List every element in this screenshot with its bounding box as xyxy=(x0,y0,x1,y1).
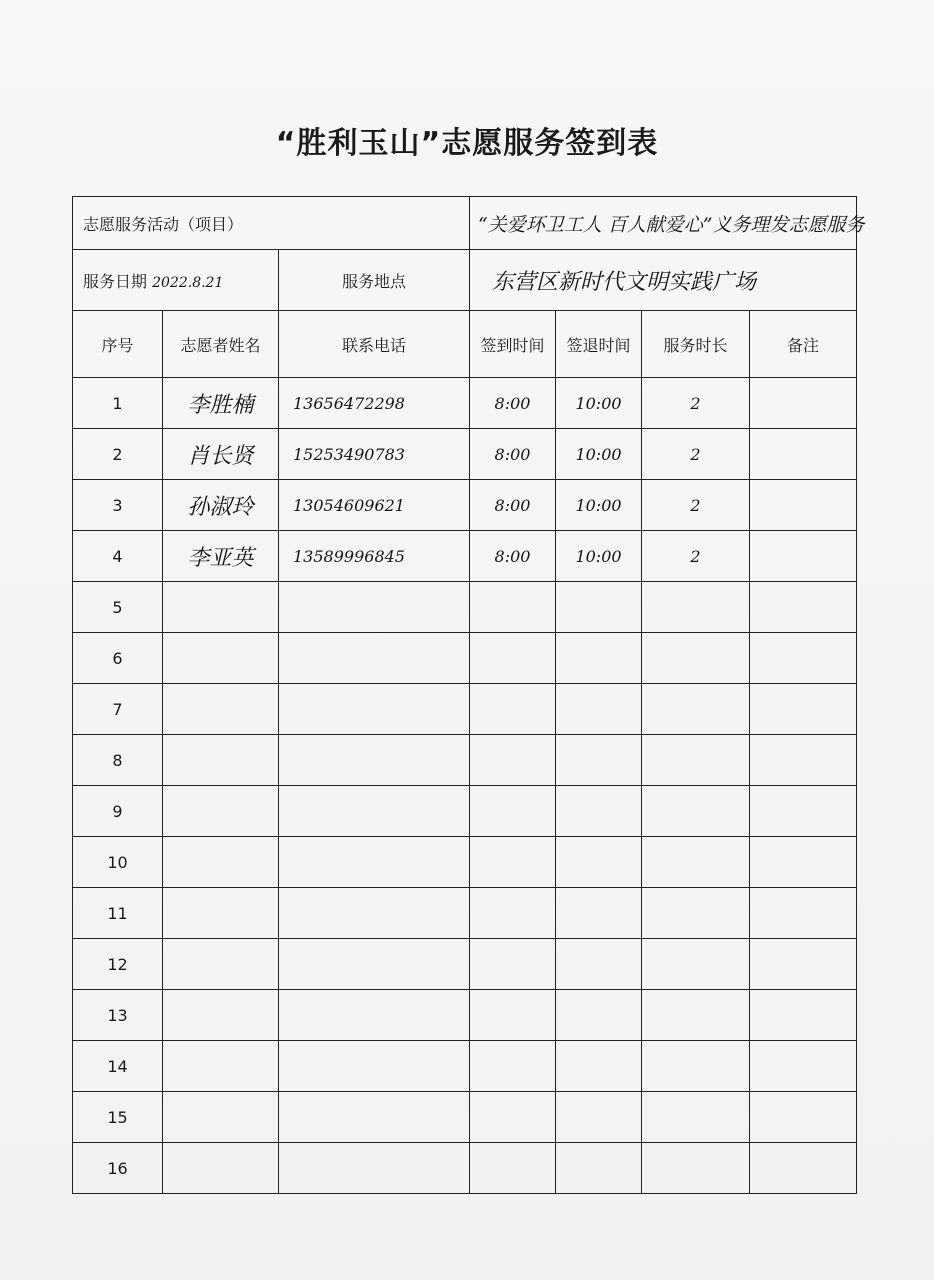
table-row xyxy=(73,633,857,684)
col-header-checkout: 签退时间 xyxy=(556,311,642,378)
col-header-seq: 序号 xyxy=(73,311,163,378)
hours-cell xyxy=(642,735,750,786)
note-cell xyxy=(750,1143,857,1194)
checkout-cell xyxy=(556,1092,642,1143)
checkout-cell xyxy=(556,735,642,786)
table-row xyxy=(73,939,857,990)
table-row xyxy=(73,1041,857,1092)
table-row xyxy=(73,684,857,735)
phone-cell xyxy=(279,786,470,837)
checkin-cell xyxy=(470,684,556,735)
activity-value: “关爱环卫工人 百人献爱心”义务理发志愿服务 xyxy=(478,213,865,236)
table-row xyxy=(73,990,857,1041)
phone-cell xyxy=(279,1143,470,1194)
checkin-cell xyxy=(470,633,556,684)
note-cell xyxy=(750,633,857,684)
note-cell xyxy=(750,582,857,633)
seq-cell: 8 xyxy=(73,735,163,786)
note-cell xyxy=(750,378,857,429)
seq-cell: 14 xyxy=(73,1041,163,1092)
hours-cell: 2 xyxy=(642,480,750,531)
seq-cell: 15 xyxy=(73,1092,163,1143)
checkout-cell xyxy=(556,684,642,735)
table-header-row xyxy=(73,311,857,378)
checkout-cell: 10:00 xyxy=(556,378,642,429)
checkin-cell: 8:00 xyxy=(470,378,556,429)
checkout-cell xyxy=(556,837,642,888)
phone-cell xyxy=(279,888,470,939)
checkin-cell xyxy=(470,786,556,837)
table-row xyxy=(73,378,857,429)
checkout-cell xyxy=(556,582,642,633)
phone-cell xyxy=(279,990,470,1041)
phone-cell xyxy=(279,582,470,633)
name-cell xyxy=(163,735,279,786)
location-value: 东营区新时代文明实践广场 xyxy=(492,269,757,295)
name-cell xyxy=(163,633,279,684)
page-title: “胜利玉山”志愿服务签到表 xyxy=(275,126,659,161)
name-cell xyxy=(163,684,279,735)
name-cell xyxy=(163,837,279,888)
checkout-cell: 10:00 xyxy=(556,429,642,480)
date-value: 2022.8.21 xyxy=(152,274,224,291)
name-cell xyxy=(163,1143,279,1194)
hours-cell: 2 xyxy=(642,378,750,429)
note-cell xyxy=(750,1041,857,1092)
checkout-cell xyxy=(556,1143,642,1194)
col-header-note: 备注 xyxy=(750,311,857,378)
seq-cell: 7 xyxy=(73,684,163,735)
table-row xyxy=(73,1143,857,1194)
hours-cell xyxy=(642,633,750,684)
note-cell xyxy=(750,429,857,480)
name-cell: 李亚英 xyxy=(163,531,279,582)
hours-cell: 2 xyxy=(642,531,750,582)
checkin-cell xyxy=(470,1143,556,1194)
checkout-cell xyxy=(556,888,642,939)
hours-cell xyxy=(642,684,750,735)
seq-cell: 10 xyxy=(73,837,163,888)
name-cell xyxy=(163,939,279,990)
phone-cell xyxy=(279,1041,470,1092)
phone-cell xyxy=(279,939,470,990)
date-label: 服务日期 xyxy=(83,271,148,291)
name-cell: 肖长贤 xyxy=(163,429,279,480)
checkin-cell: 8:00 xyxy=(470,429,556,480)
checkin-cell xyxy=(470,735,556,786)
location-label-cell xyxy=(279,250,470,311)
checkin-cell xyxy=(470,1092,556,1143)
note-cell xyxy=(750,684,857,735)
col-header-phone: 联系电话 xyxy=(279,311,470,378)
checkin-cell xyxy=(470,990,556,1041)
name-cell xyxy=(163,1041,279,1092)
note-cell xyxy=(750,480,857,531)
seq-cell: 11 xyxy=(73,888,163,939)
signin-table xyxy=(72,196,865,1194)
table-row xyxy=(73,480,857,531)
seq-cell: 2 xyxy=(73,429,163,480)
name-cell xyxy=(163,582,279,633)
activity-label-cell xyxy=(73,197,470,250)
note-cell xyxy=(750,939,857,990)
phone-cell: 15253490783 xyxy=(279,429,470,480)
hours-cell xyxy=(642,888,750,939)
activity-value-cell xyxy=(470,197,865,250)
phone-cell xyxy=(279,684,470,735)
table-row xyxy=(73,429,857,480)
location-value-cell xyxy=(470,250,857,311)
name-cell: 李胜楠 xyxy=(163,378,279,429)
note-cell xyxy=(750,990,857,1041)
checkout-cell xyxy=(556,990,642,1041)
checkin-cell xyxy=(470,1041,556,1092)
note-cell xyxy=(750,837,857,888)
seq-cell: 5 xyxy=(73,582,163,633)
seq-cell: 9 xyxy=(73,786,163,837)
table-row xyxy=(73,786,857,837)
phone-cell xyxy=(279,837,470,888)
col-header-hours: 服务时长 xyxy=(642,311,750,378)
date-cell xyxy=(73,250,279,311)
phone-cell xyxy=(279,1092,470,1143)
seq-cell: 6 xyxy=(73,633,163,684)
table-row xyxy=(73,735,857,786)
hours-cell xyxy=(642,786,750,837)
phone-cell: 13656472298 xyxy=(279,378,470,429)
name-cell xyxy=(163,786,279,837)
location-label: 服务地点 xyxy=(341,271,406,291)
seq-cell: 13 xyxy=(73,990,163,1041)
phone-cell xyxy=(279,735,470,786)
checkin-cell xyxy=(470,837,556,888)
note-cell xyxy=(750,531,857,582)
table-row xyxy=(73,531,857,582)
note-cell xyxy=(750,888,857,939)
activity-label: 志愿服务活动（项目） xyxy=(83,214,244,234)
note-cell xyxy=(750,1092,857,1143)
checkin-cell: 8:00 xyxy=(470,480,556,531)
name-cell xyxy=(163,888,279,939)
name-cell: 孙淑玲 xyxy=(163,480,279,531)
checkin-cell xyxy=(470,582,556,633)
hours-cell: 2 xyxy=(642,429,750,480)
checkout-cell xyxy=(556,633,642,684)
checkin-cell: 8:00 xyxy=(470,531,556,582)
seq-cell: 12 xyxy=(73,939,163,990)
phone-cell: 13054609621 xyxy=(279,480,470,531)
table-row xyxy=(73,1092,857,1143)
checkout-cell: 10:00 xyxy=(556,480,642,531)
name-cell xyxy=(163,1092,279,1143)
table-row xyxy=(73,582,857,633)
checkout-cell: 10:00 xyxy=(556,531,642,582)
table-row xyxy=(73,888,857,939)
hours-cell xyxy=(642,1041,750,1092)
checkin-cell xyxy=(470,888,556,939)
hours-cell xyxy=(642,1092,750,1143)
note-cell xyxy=(750,735,857,786)
col-header-name: 志愿者姓名 xyxy=(163,311,279,378)
hours-cell xyxy=(642,1143,750,1194)
seq-cell: 4 xyxy=(73,531,163,582)
checkout-cell xyxy=(556,1041,642,1092)
hours-cell xyxy=(642,837,750,888)
checkout-cell xyxy=(556,939,642,990)
seq-cell: 16 xyxy=(73,1143,163,1194)
phone-cell: 13589996845 xyxy=(279,531,470,582)
checkout-cell xyxy=(556,786,642,837)
col-header-checkin: 签到时间 xyxy=(470,311,556,378)
note-cell xyxy=(750,786,857,837)
checkin-cell xyxy=(470,939,556,990)
seq-cell: 1 xyxy=(73,378,163,429)
hours-cell xyxy=(642,990,750,1041)
seq-cell: 3 xyxy=(73,480,163,531)
name-cell xyxy=(163,990,279,1041)
table-row xyxy=(73,837,857,888)
hours-cell xyxy=(642,939,750,990)
hours-cell xyxy=(642,582,750,633)
phone-cell xyxy=(279,633,470,684)
